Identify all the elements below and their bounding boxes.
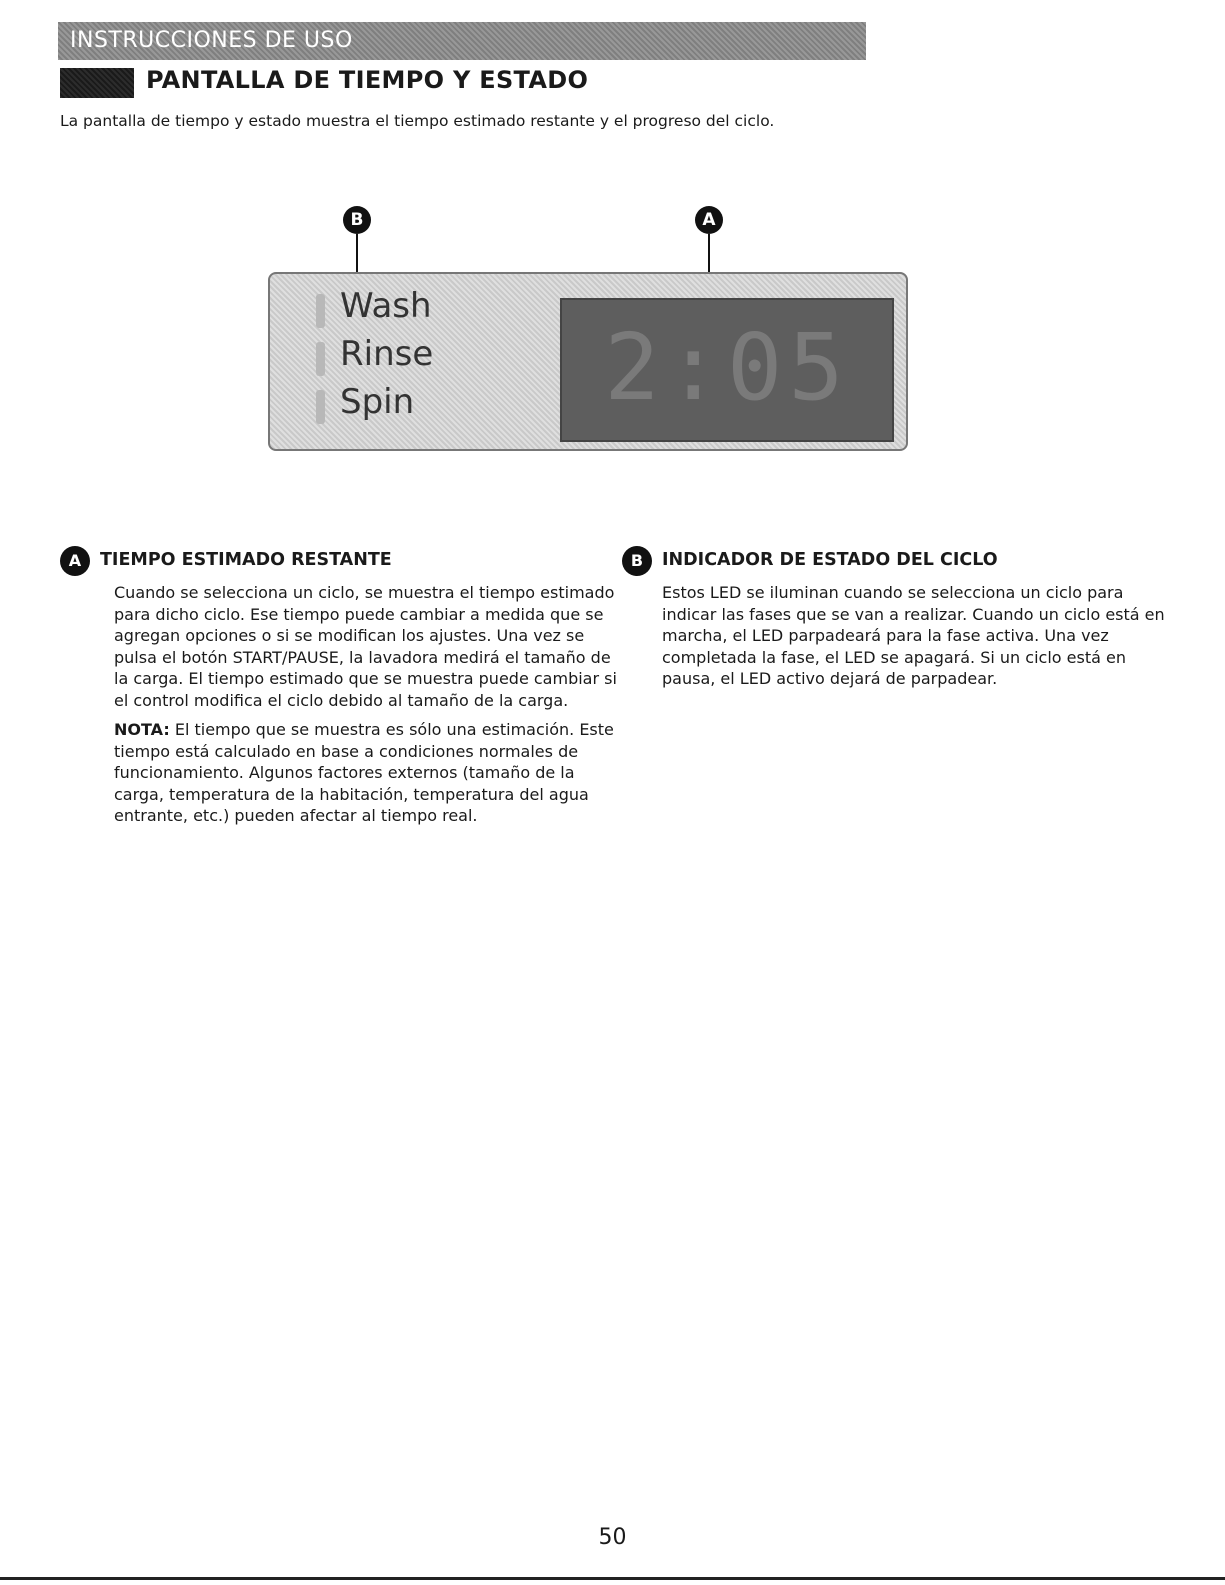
callout-b-line xyxy=(356,234,358,274)
section-a-nota xyxy=(114,719,620,827)
section-b-badge: B xyxy=(622,546,652,576)
section-a-badge: A xyxy=(60,546,90,576)
phase-label-rinse: Rinse xyxy=(340,334,434,374)
heading-marker xyxy=(60,68,134,98)
nota-text: El tiempo que se muestra es sólo una estimación. Este tiempo está calculado en base a condiciones normales de funcionamiento. Algunos factores externos (tamaño de la carga, temperatura de la habitación, temperatura del agua entrante, etc.) pueden afectar al tiempo real. xyxy=(114,720,614,825)
time-readout: 2:05 xyxy=(604,314,850,421)
control-panel xyxy=(268,272,908,451)
callout-a-badge: A xyxy=(695,206,723,234)
wash-led xyxy=(316,294,325,328)
bottom-rule xyxy=(0,1577,1225,1580)
phase-label-spin: Spin xyxy=(340,382,415,422)
section-a xyxy=(60,546,620,835)
callout-b-badge: B xyxy=(343,206,371,234)
section-b xyxy=(622,546,1182,698)
rinse-led xyxy=(316,342,325,376)
time-display xyxy=(560,298,894,442)
intro-text: La pantalla de tiempo y estado muestra el tiempo estimado restante y el progreso del ciclo. xyxy=(60,112,775,130)
section-b-paragraph: Estos LED se iluminan cuando se selecciona un ciclo para indicar las fases que se van a realizar. Cuando un ciclo está en marcha, el LED parpadeará para la fase activa. Una vez completada la fase, el LED se apagará. Si un ciclo está en pausa, el LED activo dejará de parpadear. xyxy=(662,583,1165,688)
display-panel-diagram xyxy=(260,200,920,460)
section-b-title: INDICADOR DE ESTADO DEL CICLO xyxy=(662,550,998,570)
spin-led xyxy=(316,390,325,424)
section-banner xyxy=(58,22,866,60)
page-number: 50 xyxy=(598,1525,627,1550)
section-a-paragraph: Cuando se selecciona un ciclo, se muestra el tiempo estimado para dicho ciclo. Ese tiempo puede cambiar a medida que se agregan opciones o si se modifican los ajustes. Una vez se pulsa el botón START/PAUSE, la lavadora medirá el tamaño de la carga. El tiempo estimado que se muestra puede cambiar si el control modifica el ciclo debido al tamaño de la carga. xyxy=(114,583,617,710)
page-heading: PANTALLA DE TIEMPO Y ESTADO xyxy=(146,66,589,94)
phase-label-wash: Wash xyxy=(340,286,432,326)
section-banner-text: INSTRUCCIONES DE USO xyxy=(70,28,353,53)
nota-label: NOTA: xyxy=(114,720,170,739)
section-a-title: TIEMPO ESTIMADO RESTANTE xyxy=(100,550,392,570)
